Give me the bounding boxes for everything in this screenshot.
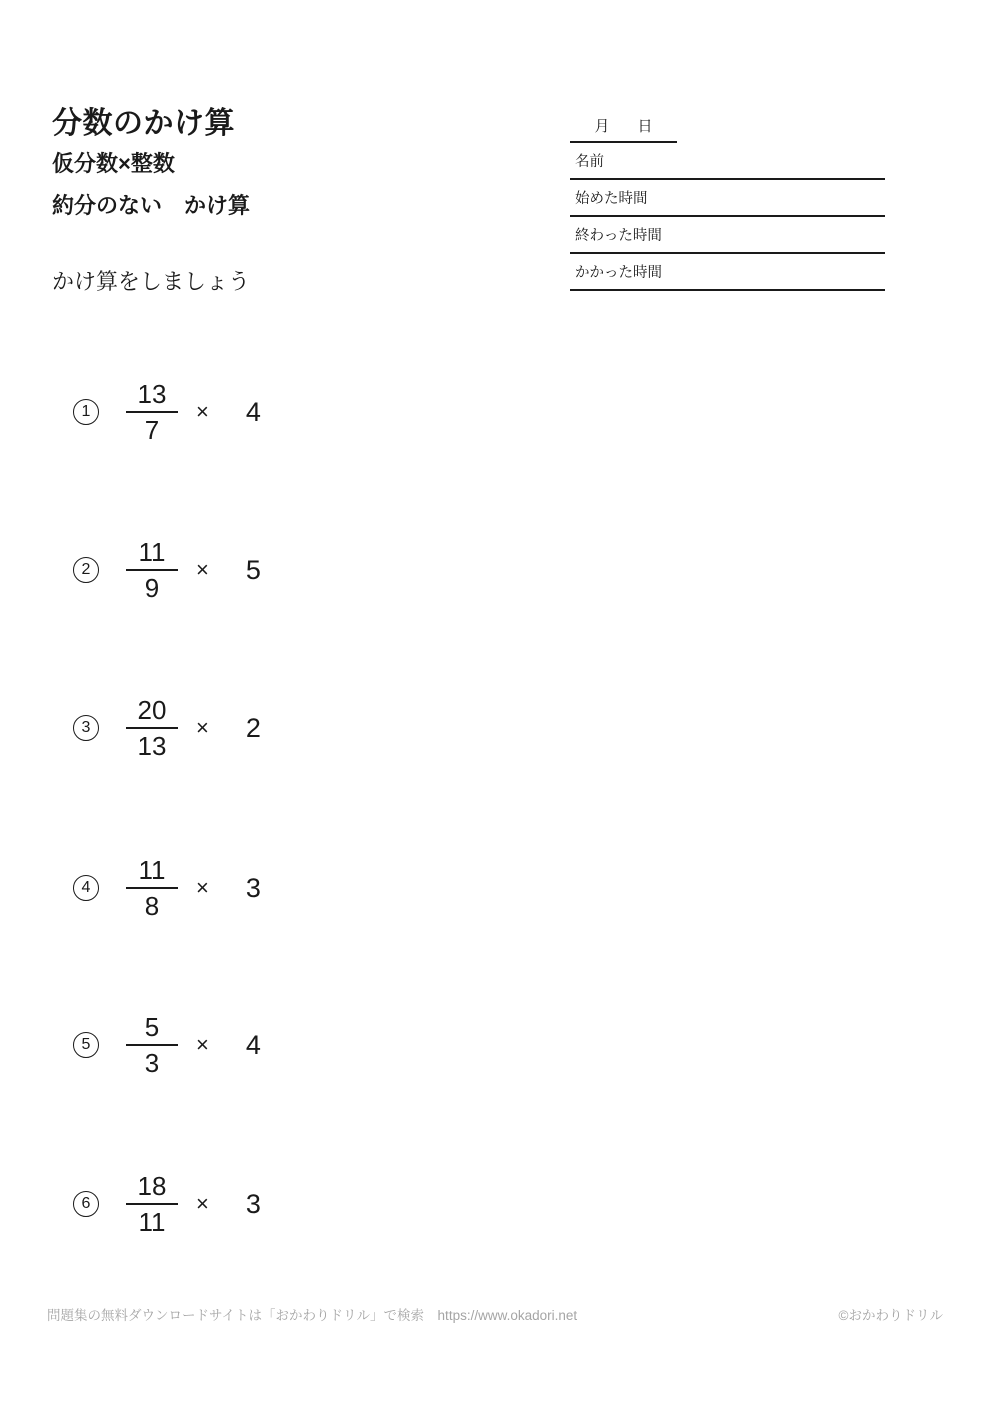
problem-number-circle: [73, 1032, 99, 1058]
fraction-numerator: 18: [137, 1170, 167, 1201]
day-label: 日: [637, 118, 653, 135]
fraction-denominator: 8: [144, 890, 160, 921]
problem-row-2: [73, 538, 261, 602]
problem-number: 4: [81, 879, 91, 896]
fraction-bar: [126, 1203, 178, 1205]
subtitle-reduction-note: 約分のない かけ算: [52, 193, 251, 218]
fraction-bar: [126, 1044, 178, 1046]
problem-number-circle: [73, 715, 99, 741]
fraction-numerator: 20: [137, 694, 167, 725]
fraction-numerator: 13: [137, 378, 167, 409]
multiplier-value: 4: [245, 396, 261, 427]
fraction-denominator: 11: [138, 1206, 166, 1237]
multiplier-value: 4: [245, 1029, 261, 1060]
multiply-operator: ×: [196, 1032, 209, 1057]
fraction: [126, 1172, 178, 1236]
multiply-operator: ×: [196, 1191, 209, 1216]
problem-number: 6: [81, 1195, 91, 1212]
end-time-field: [570, 217, 885, 254]
page-title: 分数のかけ算: [52, 107, 235, 140]
problem-row-5: [73, 1013, 261, 1077]
date-field: [570, 110, 677, 143]
fraction-numerator: 5: [144, 1011, 160, 1042]
subtitle-problem-type: 仮分数×整数: [52, 151, 175, 176]
month-label: 月: [594, 118, 610, 135]
multiplier-value: 2: [245, 712, 261, 743]
problem-number-circle: [73, 557, 99, 583]
problem-number: 2: [81, 561, 91, 578]
footer-copyright: ©おかわりドリル: [838, 1308, 943, 1323]
fraction-denominator: 7: [144, 414, 160, 445]
name-label: 名前: [575, 154, 604, 170]
start-time-field: [570, 180, 885, 217]
multiply-operator: ×: [196, 715, 209, 740]
fraction: [126, 380, 178, 444]
problem-row-4: [73, 856, 261, 920]
multiply-operator: ×: [196, 875, 209, 900]
problem-number-circle: [73, 399, 99, 425]
problem-number: 3: [81, 719, 91, 736]
fraction-numerator: 11: [138, 854, 166, 885]
fraction-bar: [126, 727, 178, 729]
fraction: [126, 1013, 178, 1077]
fraction-bar: [126, 569, 178, 571]
problem-number-circle: [73, 1191, 99, 1217]
multiply-operator: ×: [196, 557, 209, 582]
elapsed-time-label: かかった時間: [575, 265, 662, 281]
problem-number: 1: [81, 403, 91, 420]
fraction-denominator: 9: [144, 572, 160, 603]
fraction: [126, 856, 178, 920]
fraction: [126, 696, 178, 760]
fraction: [126, 538, 178, 602]
problem-row-3: [73, 696, 261, 760]
multiplier-value: 3: [245, 1188, 261, 1219]
start-time-label: 始めた時間: [575, 191, 648, 207]
problem-number-circle: [73, 875, 99, 901]
problem-row-6: [73, 1172, 261, 1236]
instruction-text: かけ算をしましょう: [52, 269, 251, 294]
info-form: [570, 110, 885, 291]
fraction-denominator: 3: [144, 1047, 160, 1078]
problem-row-1: [73, 380, 261, 444]
footer-site-info: 問題集の無料ダウンロードサイトは「おかわりドリル」で検索 https://www.okadori.net: [47, 1308, 578, 1323]
elapsed-time-field: [570, 254, 885, 291]
fraction-denominator: 13: [137, 730, 167, 761]
problem-number: 5: [81, 1036, 91, 1053]
fraction-bar: [126, 411, 178, 413]
multiplier-value: 5: [245, 554, 261, 585]
multiply-operator: ×: [196, 399, 209, 424]
fraction-numerator: 11: [138, 536, 166, 567]
name-field: [570, 143, 885, 180]
fraction-bar: [126, 887, 178, 889]
multiplier-value: 3: [245, 872, 261, 903]
end-time-label: 終わった時間: [575, 228, 662, 244]
